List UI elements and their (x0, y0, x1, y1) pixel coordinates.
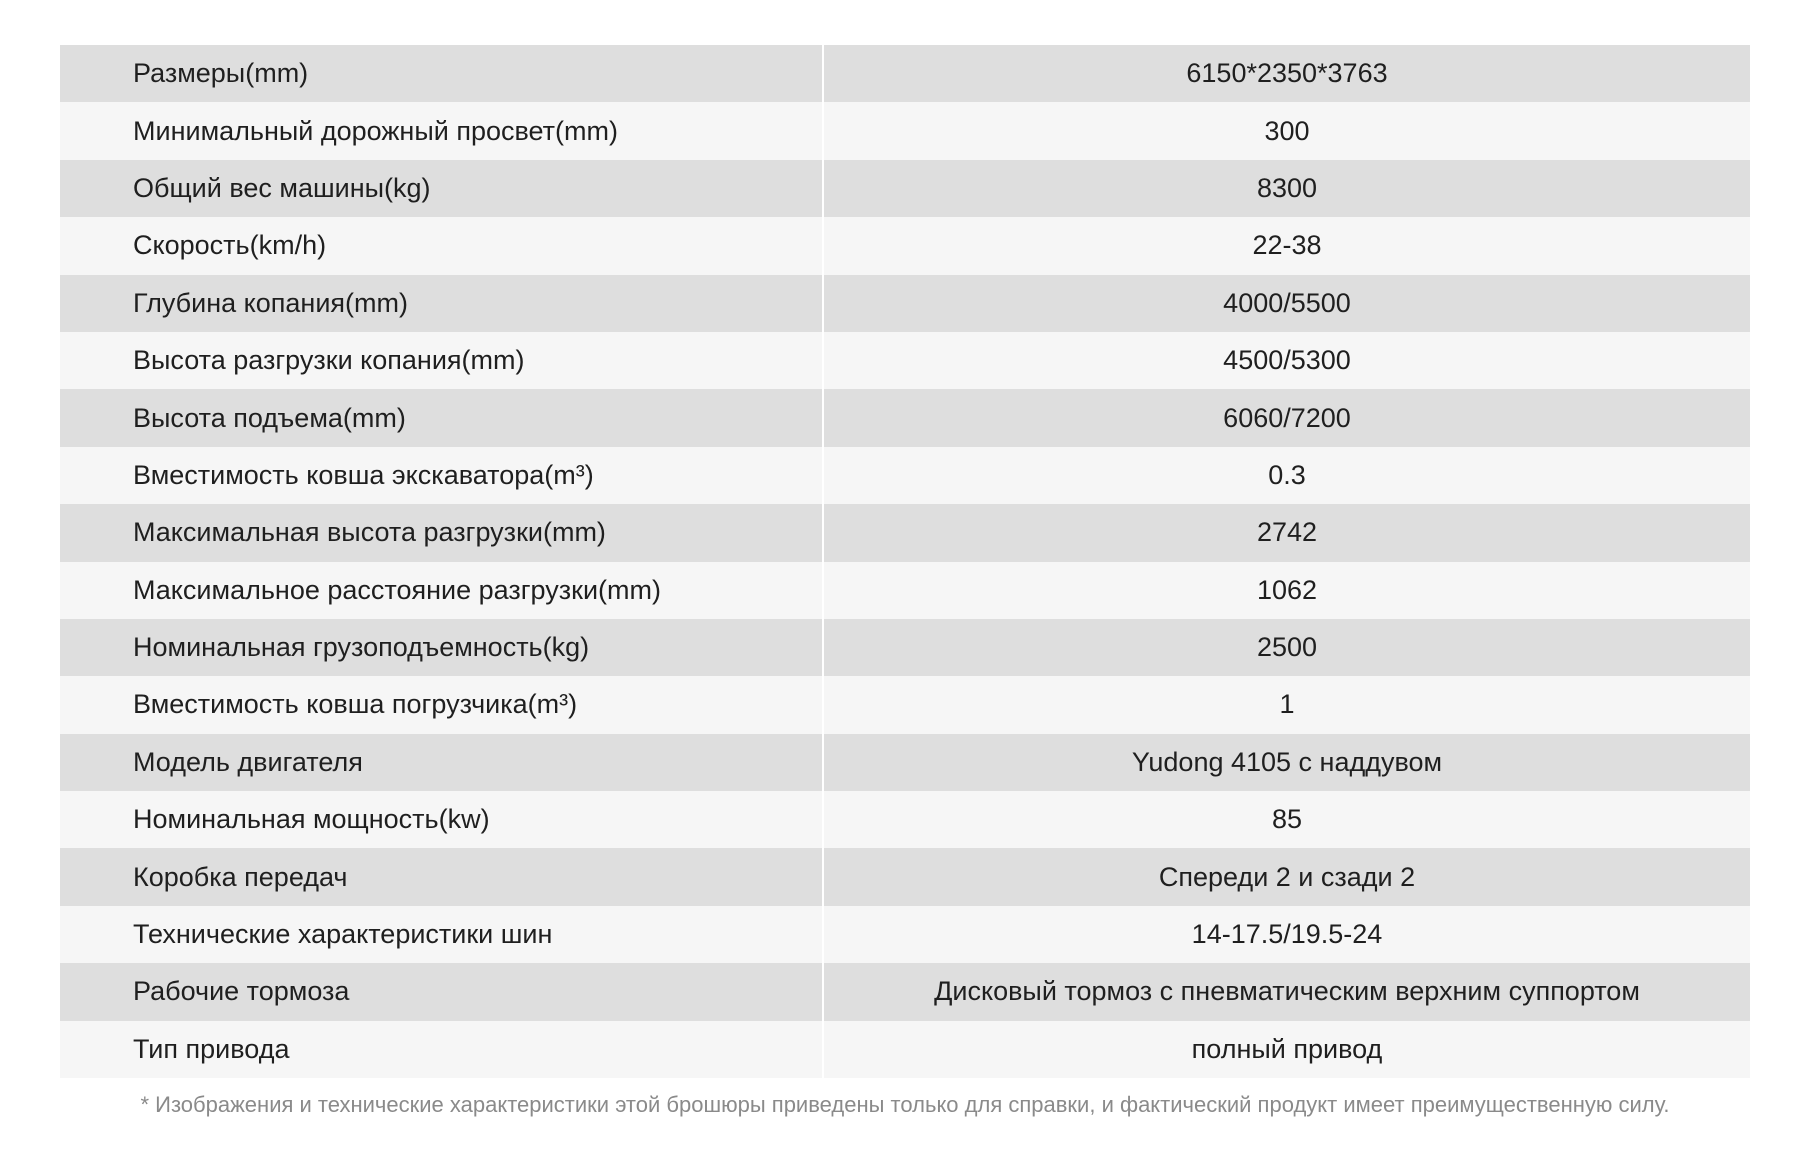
spec-name: Вместимость ковша экскаватора(m³) (60, 447, 823, 504)
spec-value: 2500 (823, 619, 1750, 676)
disclaimer-footnote: * Изображения и технические характеристики этой брошюры приведены только для справки, и фактический продукт имеет преимущественную силу. (140, 1092, 1670, 1117)
spec-value: 6150*2350*3763 (823, 45, 1750, 102)
spec-value: 8300 (823, 160, 1750, 217)
table-row (60, 734, 1750, 791)
spec-name: Минимальный дорожный просвет(mm) (60, 102, 823, 159)
table-row (60, 1021, 1750, 1078)
table-row (60, 906, 1750, 963)
spec-value: Дисковый тормоз с пневматическим верхним суппортом (823, 963, 1750, 1020)
spec-name: Максимальное расстояние разгрузки(mm) (60, 562, 823, 619)
spec-value: полный привод (823, 1021, 1750, 1078)
table-row (60, 389, 1750, 446)
table-row (60, 275, 1750, 332)
spec-value: 1 (823, 676, 1750, 733)
spec-value: 22-38 (823, 217, 1750, 274)
spec-name: Скорость(km/h) (60, 217, 823, 274)
table-row (60, 447, 1750, 504)
table-row (60, 102, 1750, 159)
table-row (60, 676, 1750, 733)
spec-name: Технические характеристики шин (60, 906, 823, 963)
spec-name: Тип привода (60, 1021, 823, 1078)
spec-name: Вместимость ковша погрузчика(m³) (60, 676, 823, 733)
spec-value: 4500/5300 (823, 332, 1750, 389)
spec-value: 1062 (823, 562, 1750, 619)
spec-value: 14-17.5/19.5-24 (823, 906, 1750, 963)
spec-name: Номинальная мощность(kw) (60, 791, 823, 848)
spec-name: Общий вес машины(kg) (60, 160, 823, 217)
spec-name: Рабочие тормоза (60, 963, 823, 1020)
table-row (60, 848, 1750, 905)
table-row (60, 160, 1750, 217)
table-row (60, 332, 1750, 389)
table-row (60, 562, 1750, 619)
spec-name: Модель двигателя (60, 734, 823, 791)
spec-value: Yudong 4105 с наддувом (823, 734, 1750, 791)
spec-value: 4000/5500 (823, 275, 1750, 332)
table-row (60, 217, 1750, 274)
spec-table (60, 45, 1750, 1078)
spec-name: Максимальная высота разгрузки(mm) (60, 504, 823, 561)
spec-name: Высота разгрузки копания(mm) (60, 332, 823, 389)
table-row (60, 791, 1750, 848)
table-row (60, 504, 1750, 561)
spec-value: Спереди 2 и сзади 2 (823, 848, 1750, 905)
table-row (60, 619, 1750, 676)
table-row (60, 963, 1750, 1020)
spec-value: 0.3 (823, 447, 1750, 504)
spec-name: Номинальная грузоподъемность(kg) (60, 619, 823, 676)
spec-name: Размеры(mm) (60, 45, 823, 102)
spec-value: 300 (823, 102, 1750, 159)
spec-name: Высота подъема(mm) (60, 389, 823, 446)
spec-value: 6060/7200 (823, 389, 1750, 446)
spec-value: 2742 (823, 504, 1750, 561)
spec-name: Глубина копания(mm) (60, 275, 823, 332)
table-row (60, 45, 1750, 102)
spec-name: Коробка передач (60, 848, 823, 905)
spec-value: 85 (823, 791, 1750, 848)
